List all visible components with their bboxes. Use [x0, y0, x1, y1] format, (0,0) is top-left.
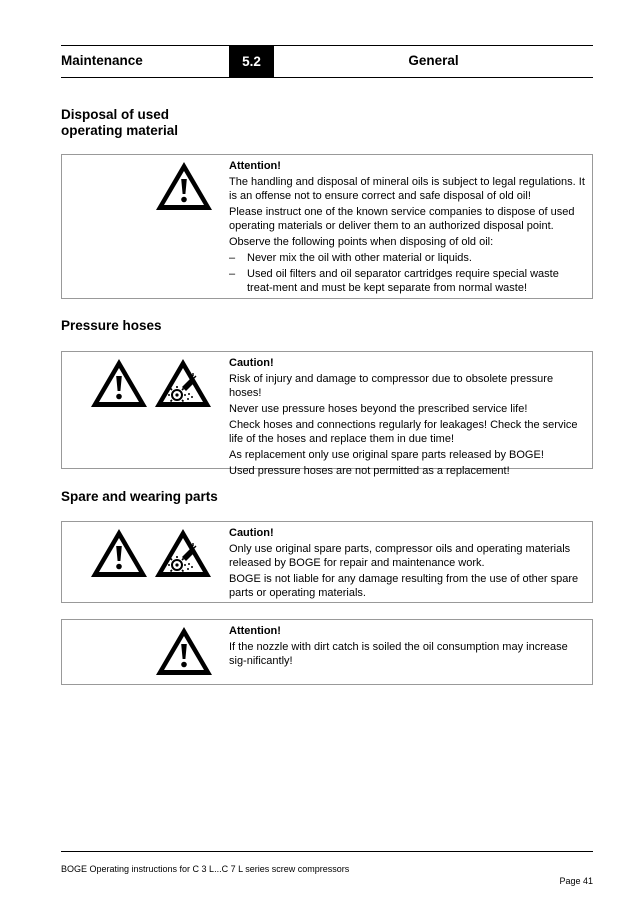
notice-label: Caution!: [229, 527, 274, 539]
notice-box-nozzle: [61, 619, 593, 685]
notice-box-disposal: [61, 154, 593, 299]
machine-damage-icon: [153, 357, 213, 409]
list-item: – Used oil filters and oil separator cartridges require special waste treat-ment and must be kept separate from normal waste!: [229, 268, 559, 294]
list-item-text: Never mix the oil with other material or liquids.: [247, 252, 472, 264]
warning-triangle-icon: [154, 625, 214, 677]
list-item-text: Used oil filters and oil separator cartridges require special waste treat-ment and must be kept separate from normal waste!: [247, 268, 559, 294]
section-title-disposal: Disposal of used operating material: [61, 107, 179, 138]
notice-paragraph: BOGE is not liable for any damage resulting from the use of other spare parts or operating materials.: [229, 573, 579, 599]
notice-paragraph: Observe the following points when disposing of old oil:: [229, 236, 494, 248]
notice-paragraph: Never use pressure hoses beyond the prescribed service life!: [229, 403, 528, 415]
notice-paragraph: If the nozzle with dirt catch is soiled the oil consumption may increase sig-nificantly!: [229, 641, 568, 667]
section-title-spare-parts: Spare and wearing parts: [61, 489, 218, 504]
list-item: – Never mix the oil with other material or liquids.: [229, 252, 472, 264]
notice-paragraph: As replacement only use original spare parts released by BOGE!: [229, 449, 544, 461]
notice-paragraph: Check hoses and connections regularly for leakages! Check the service life of the hoses and replace them in due time!: [229, 419, 578, 445]
notice-label: Attention!: [229, 160, 281, 172]
footer-divider: [61, 851, 593, 852]
header-topic: General: [408, 53, 459, 68]
notice-paragraph: Please instruct one of the known service companies to dispose of used operating materials or deliver them to an authorized disposal point.: [229, 206, 575, 232]
footer-page-number: Page 41: [559, 876, 593, 886]
warning-triangle-icon: [89, 527, 149, 579]
section-title-pressure-hoses: Pressure hoses: [61, 318, 162, 333]
header-section-number: 5.2: [229, 45, 274, 78]
warning-triangle-icon: [154, 160, 214, 212]
notice-box-spare-parts: [61, 521, 593, 603]
warning-triangle-icon: [89, 357, 149, 409]
notice-box-pressure-hoses: [61, 351, 593, 477]
notice-label: Caution!: [229, 357, 274, 369]
notice-paragraph: The handling and disposal of mineral oils is subject to legal regulations. It is an offense not to ensure correct and safe disposal of old oil!: [229, 176, 585, 202]
machine-damage-icon: [153, 527, 213, 579]
notice-label: Attention!: [229, 625, 281, 637]
notice-paragraph: Risk of injury and damage to compressor due to obsolete pressure hoses!: [229, 373, 554, 399]
notice-paragraph: Used pressure hoses are not permitted as a replacement!: [229, 465, 510, 477]
header-chapter: Maintenance: [61, 53, 143, 68]
page-header: [61, 45, 593, 78]
notice-paragraph: Only use original spare parts, compressor oils and operating materials released by BOGE for repair and maintenance work.: [229, 543, 571, 569]
footer-document-title: BOGE Operating instructions for C 3 L...C 7 L series screw compressors: [61, 864, 350, 874]
